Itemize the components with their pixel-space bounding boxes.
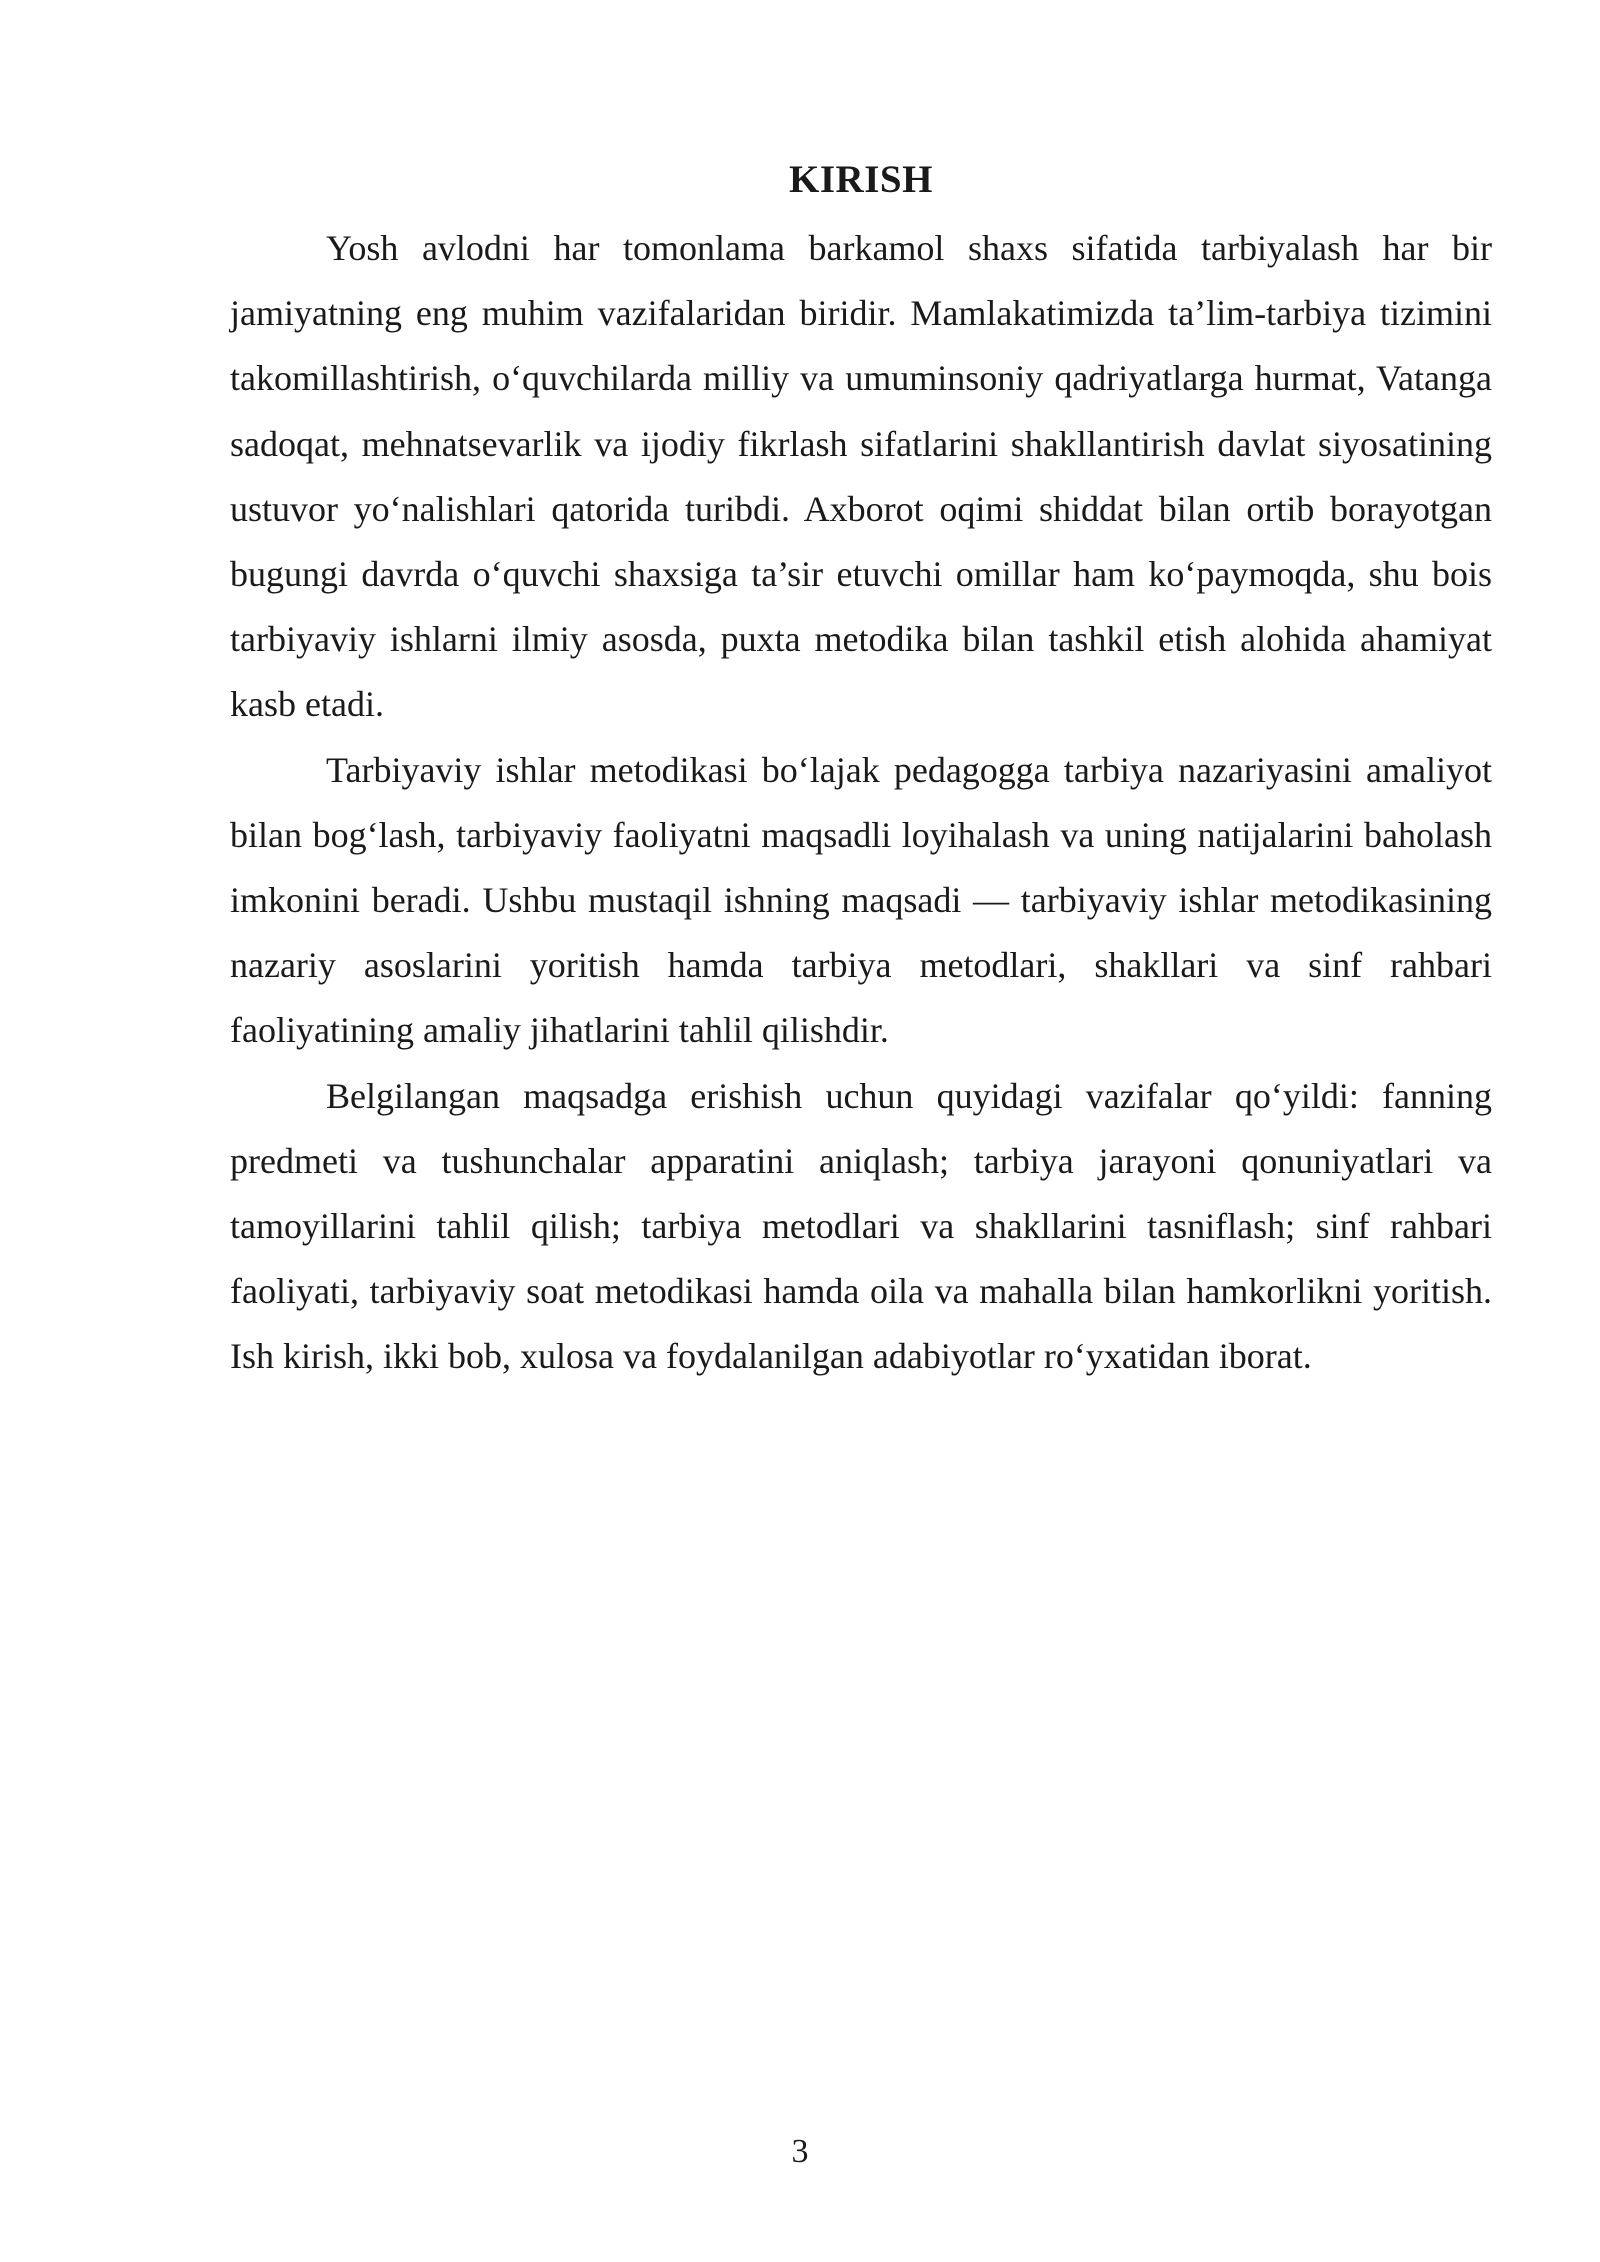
page-number: 3 [791,2133,809,2170]
paragraph-1: Yosh avlodni har tomonlama barkamol shaxs sifatida tarbiyalash har bir jamiyatning eng muhim vazifalaridan biridir. Mamlakatimizda ta’lim-tarbiya tizimini takomillashtirish, o‘quvchilarda milliy va umuminsoniy qadriyatlarga hurmat, Vatanga sadoqat, mehnatsevarlik va ijodiy fikrlash sifatlarini shakllantirish davlat siyosatining ustuvor yo‘nalishlari qatorida turibdi. Axborot oqimi shiddat bilan ortib borayotgan bugungi davrda o‘quvchi shaxsiga ta’sir etuvchi omillar ham ko‘paymoqda, shu bois tarbiyaviy ishlarni ilmiy asosda, puxta metodika bilan tashkil etish alohida ahamiyat kasb etadi. [230,228,1492,725]
section-heading: KIRISH [789,158,933,201]
page-content [230,150,1492,1390]
paragraph-3: Belgilangan maqsadga erishish uchun quyidagi vazifalar qo‘yildi: fanning predmeti va tushunchalar apparatini aniqlash; tarbiya jarayoni qonuniyatlari va tamoyillarini tahlil qilish; tarbiya metodlari va shakllarini tasniflash; sinf rahbari faoliyati, tarbiyaviy soat metodikasi hamda oila va mahalla bilan hamkorlikni yoritish. Ish kirish, ikki bob, xulosa va foydalanilgan adabiyotlar ro‘yxatidan iborat. [230,1075,1492,1377]
paragraph-2: Tarbiyaviy ishlar metodikasi bo‘lajak pedagogga tarbiya nazariyasini amaliyot bilan bog‘lash, tarbiyaviy faoliyatni maqsadli loyihalash va uning natijalarini baholash imkonini beradi. Ushbu mustaqil ishning maqsadi — tarbiyaviy ishlar metodikasining nazariy asoslarini yoritish hamda tarbiya metodlari, shakllari va sinf rahbari faoliyatining amaliy jihatlarini tahlil qilishdir. [230,749,1492,1051]
